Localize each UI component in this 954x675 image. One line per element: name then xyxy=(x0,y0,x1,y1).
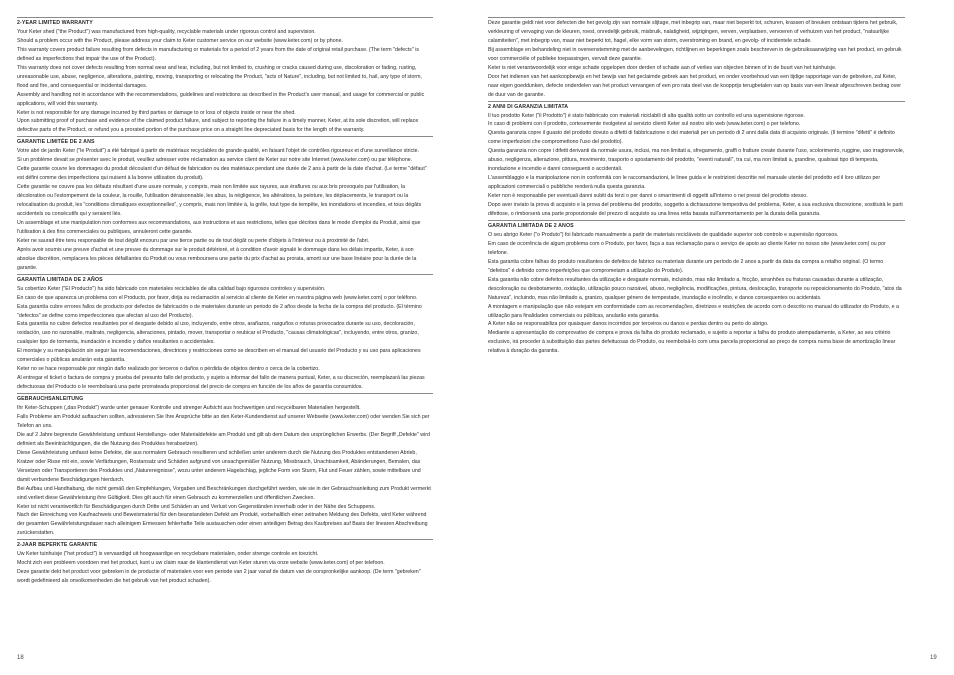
section-paragraph: Keter is not responsible for any damage incurred by third parties or damage to or loss of objects inside or near the shed. xyxy=(17,109,296,116)
section-paragraph: A Keter não se responsabiliza por quaisquer danos incorridos por terceiros ou danos e perdas dentro ou perto do abrigo. xyxy=(488,321,769,328)
section-title: 2-YEAR LIMITED WARRANTY xyxy=(17,20,93,26)
section-paragraph: Assembly and handling not in accordance with the recommendations, guidelines and restrictions as described in the Product's user manual, and usage for commercial or public applications, will void this warranty. xyxy=(17,91,425,107)
section-paragraph: Em caso de ocorrência de algum problema com o Produto, por favor, faça a sua reclamação para o serviço de apoio ao cliente Keter no nosso site (www.keter.com) ou por telefone. xyxy=(488,240,886,256)
section-paragraph: This warranty covers product failure resulting from defects in manufacturing or materials for a period of 2 years from the date of original retail purchase. (The term "defects" is defined as imperfections that impair the use of the Product). xyxy=(17,46,420,62)
section-title: GARANTIE LIMITÉE DE 2 ANS xyxy=(17,139,95,146)
section-paragraph: Mocht zich een probleem voordoen met het product, kunt u uw claim naar de klantendienst van Keter sturen via onze website (www.keter.com) of per telefoon. xyxy=(17,560,385,567)
section-paragraph: Esta garantía no cubre defectos resultantes por el desgaste debido al uso, incluyendo, entre otros, arañazos, rasguños o roturas provocados durante su uso, decoloración, oxidación, uso no razonable, maltrato, negligencia, alteraciones, pintado, mover, transportar o reubicar el Producto, "causas climatológicas", incluyendo, entre otros, granizo, cualquier tipo de tormenta, inundación e incendio y daños resultantes o accidentales. xyxy=(17,321,419,346)
section-title: GEBRAUCHSANLEITUNG xyxy=(17,396,84,403)
section-paragraph: Your Keter shed ("the Product") was manufactured from high-quality, recyclable materials under rigorous control and supervision. xyxy=(17,28,316,35)
warranty-section xyxy=(17,136,433,272)
section-paragraph: L'assemblaggio e la manipolazione non in conformità con le raccomandazioni, le linee guida e le restrizioni descritte nel manuale utente del prodotto ed il loro utilizzo per applicazioni commerciali o pubbliche renderà nulla questa garanzia. xyxy=(488,175,881,191)
warranty-section xyxy=(17,393,433,538)
section-paragraph: En caso de que aparezca un problema con el Producto, por favor, dirija su reclamación al servicio al cliente de Keter en nuestra página web (www.keter.com) o por teléfono. xyxy=(17,294,418,301)
section-paragraph: Su cobertizo Keter ("El Producto") ha sido fabricado con materiales reciclables de alta calidad bajo rigurosos controles y supervisión. xyxy=(17,285,326,292)
section-paragraph: Ihr Keter-Schuppen („das Produkt") wurde unter genauer Kontrolle und strenger Aufsicht aus hochwertigen und recycelbaren Materialien hergestellt. xyxy=(17,405,361,412)
section-paragraph: Keter ne saurait être tenu responsable de tout dégât encouru par une tierce partie ou de tout dégât ou perte d'objets à l'intérieur ou à proximité de l'abri. xyxy=(17,237,370,244)
section-paragraph: Si un problème devait se présenter avec le produit, veuillez adresser votre réclamation au service client de Keter sur notre site Internet (www.keter.com) ou par téléphone. xyxy=(17,157,413,164)
section-title: GARANTÍA LIMITADA DE 2 AÑOS xyxy=(17,276,103,283)
section-paragraph: Questa garanzia copre il guasto del prodotto dovuto a difetti di fabbricazione o dei materiali per un periodo di 2 anni dalla data di acquisto originale. (Il termine "difetti" è definito come imperfezioni che compromettono l'uso del prodotto). xyxy=(488,130,895,146)
section-paragraph: Diese Gewährleistung umfasst keine Defekte, die aus normalem Gebrauch resultieren und schließen unter anderem durch die Nutzung des Produktes entstandenen Abrieb, Kratzer oder Risse mit ein, sowie Verfärbungen, Rostansatz und Schäden aufgrund von unsachgemäßer Nutzung, Missbrauch, Unachtsamkeit, Abänderungen, Bemalen, das Versetzen oder Transportieren des Produktes und „Naturereignisse", wozu unter anderem Hagelschlag, jegliche Form von Sturm, Flut und Feuer zählen, sowie mittelbare und damit verbundene Beschädigungen hierdurch. xyxy=(17,449,421,483)
section-paragraph: Mediante a apresentação do comprovativo de compra e prova da falha do produto reclamado, e sujeito a reportar a falha do produto atempadamente, a Keter, ao seu critério exclusivo, irá proceder à substituição das partes defeituosas do Produto, ou reembolsá-lo com uma parcela proporcional ao preço de compra numa base de amortização linear relativa à duração da garantia. xyxy=(488,330,896,355)
section-paragraph: A montagem e manipulação que não estejam em conformidade com as recomendações, diretrizes e restrições de acordo com o descrito no manual do utilizador do Produto, e a utilização para finalidades comerciais ou públicas, anularão esta garantia. xyxy=(488,303,899,319)
section-paragraph: Cette garantie couvre les dommages du produit découlant d'un défaut de fabrication ou des matériaux pendant une durée de 2 ans à partir de la date d'achat. (Le terme "défaut" est défini comme des imperfections qui nuisent à la bonne utilisation du produit). xyxy=(17,166,427,182)
section-paragraph: Après avoir soumis une preuve d'achat et une preuve du dommage sur le produit détérioré, et à condition d'avoir signalé le dommage dans les délais impartis, Keter, à son absolue discrétion, remplacera les pièces défaillantes du Produit ou vous remboursera une partie du prix d'achat au prorata, amorti sur une base linéaire pour la durée de la garantie. xyxy=(17,246,417,271)
warranty-section xyxy=(17,539,433,586)
section-paragraph: Al entregar el ticket o factura de compra y prueba del presunto fallo del producto, y sujeto a informar del fallo de manera puntual, Keter, a su discreción, reemplazará las piezas defectuosas del Producto o le reembolsará una parte prorrateada proporcional del precio de compra en función de los años de garantía consumidos. xyxy=(17,375,425,391)
page-number-left: 18 xyxy=(17,655,24,661)
page-number-right: 19 xyxy=(930,655,937,661)
section-paragraph: El montaje y su manipulación sin seguir las recomendaciones, directrices y restricciones como se describen en el manual del usuario del Producto y su uso para aplicaciones comerciales o públicas anularán esta garantía. xyxy=(17,348,421,364)
section-paragraph: Upon submitting proof of purchase and evidence of the claimed product failure, and subject to reporting the failure in a timely manner, Keter, at its sole discretion, will replace defective parts of the Product, or refund you a prorated portion of the purchase price on a straight line depreciated basis for the length of the warranty. xyxy=(17,118,419,134)
section-paragraph: In caso di problemi con il prodotto, cortesemente rivolgetevi al servizio clienti Keter sul nostro sito web (www.keter.com) o per telefono. xyxy=(488,121,801,128)
section-paragraph: Keter non è responsabile per eventuali danni subiti da terzi o per danni o smarrimenti di oggetti all'interno o nei pressi del prodotto stesso. xyxy=(488,193,808,200)
section-paragraph: This warranty does not cover defects resulting from normal wear and tear, including, but not limited to, crushing or cracks caused during use, discoloration or fading, rusting, unreasonable use, abuse, negligence, alterations, painting, moving, transporting or relocating the Product, "acts of Nature", including, but not limited to, hail, any type of storm, flood and fire, and consequential or incidental damages. xyxy=(17,64,423,89)
warranty-section xyxy=(488,17,905,100)
section-paragraph: Cette garantie ne couvre pas les défauts résultant d'une usure normale, y compris, mais non limitée aux rayures, aux éraflures ou aux bris provoqués par l'utilisation, la décoloration ou l'estompement de la couleur, la rouille, l'utilisation déraisonnable, les abus, la négligence, les altérations, la peinture, les déplacements, le transport ou la relocalisation du produit, les "conditions climatiques exceptionnelles", y compris, mais non limitée à, la grêle, tout type de tempête, les inondations et incendies, et tous dégâts accidentels ou consécutifs qui y seraient liés. xyxy=(17,184,422,218)
section-paragraph: Esta garantía cubre errores fallos de producto por defectos de fabricación o de materiales durante un periodo de 2 años desde la fecha de la compra del producto. (El término "defectos" se define como imperfecciones que afectan al uso del Producto). xyxy=(17,303,422,319)
section-paragraph: Die auf 2 Jahre begrenzte Gewährleistung umfasst Herstellungs- oder Materialdefekte am Produkt und gilt ab dem Datum des ursprünglichen Erwerbs. (Der Begriff „Defekte" wird definiert als Beeinträchtigungen, die die Nutzung des Produktes herabsetzen). xyxy=(17,431,430,447)
section-paragraph: Door het indienen van het aankoopbewijs en het bewijs van het geclaimde gebrek aan het product, en onder voorbehoud van een tijdige rapportage van de gebreken, zal Keter, naar eigen goeddunken, defecte onderdelen van het product vervangen of een pro rata deel van de koopprijs terugbetalen van op basis van een lineair afgeschreven bedrag over de duur van de garantie. xyxy=(488,73,901,98)
warranty-section xyxy=(17,274,433,392)
section-title: 2 ANNI DI GARANZIA LIMITATA xyxy=(488,103,569,110)
section-paragraph: Votre abri de jardin Keter ("le Produit") a été fabriqué à partir de matériaux recyclables de grande qualité, en faisant l'objet de contrôles rigoureux et d'une surveillance stricte. xyxy=(17,148,420,155)
section-paragraph: Esta garantia cobre falhas do produto resultantes de defeitos de fabrico ou materiais durante um período de 2 anos a partir da data da compra a retalho original. (O termo "defeitos" é definido como imperfeições que comprometam a utilização do Produto). xyxy=(488,258,884,274)
section-paragraph: Esta garantia não cobre defeitos resultantes da utilização e desgaste normais, incluindo, mas não limitado a, fricção, arranhões ou fraturas causadas durante a utilização, descoloração ou desbotamento, oxidação, utilização pouco razoável, abuso, negligência, modificações, pintura, deslocação, transporte ou reposicionamento do Produto, "atos da Natureza", incluindo, mas não limitado a, granizo, qualquer género de tempestade, inundação e incêndio, e danos consequentes ou acidentais. xyxy=(488,276,902,301)
section-paragraph: Un assemblage et une manipulation non conformes aux recommandations, aux instructions et aux restrictions, telles que décrites dans le mode d'emploi du Produit, ainsi que l'utilisation à des fins commerciales ou publiques, annuleront cette garantie. xyxy=(17,219,421,235)
section-paragraph: Deze garantie geldt niet voor defecten die het gevolg zijn van normale slijtage, met inbegrip van, maar niet beperkt tot, schuren, krassen of breuken ontstaan tijdens het gebruik, verkleuring of vervaging van de kleuren, roest, onredelijk gebruik, misbruik, nalatigheid, wijzigingen, verven, verplaatsen, vervoeren of verhuizen van het product, "natuurlijke calamiteiten", met inbegrip van, maar niet beperkt tot, hagel, elke vorm van storm, overstroming en brand, en gevolg- of incidentele schade. xyxy=(488,20,898,44)
warranty-section xyxy=(488,101,905,219)
section-title: GARANTIA LIMITADA DE 2 ANOS xyxy=(488,222,574,229)
section-paragraph: Nach der Einreichung von Kaufnachweis und Beweismaterial für den beanstandeten Defekt am Produkt, vorbehaltlich einer zeitnahen Meldung des Defekts, wird Keter während der gesamten Gewährleistungsdauer nach alleinigem Ermessen fehlerhafte Teile austauschen oder einen anteiligen Betrag des Kaufpreises auf Basis der linearen Abschreibung zurückerstatten. xyxy=(17,512,428,537)
section-paragraph: Keter is niet verantwoordelijk voor enige schade opgelopen door derden of schade aan of verlies van objecten binnen of in de buurt van het tuinhuisje. xyxy=(488,64,837,71)
section-paragraph: Questa garanzia non copre i difetti derivanti da normale usura, inclusi, ma non limitati a, sfregamento, graffi o fratture create durante l'uso, scolorimento, ruggine, uso irragionevole, abuso, negligenza, alterazione, pittura, movimento, trasporto o spostamento del prodotto, "eventi naturali", tra cui, ma non limitati a, grandine, qualsiasi tipo di tempesta, inondazione e incendio e danni conseguenti o accidentali. xyxy=(488,148,905,173)
warranty-section xyxy=(17,17,433,135)
left-column xyxy=(17,17,433,587)
section-paragraph: Uw Keter tuinhuisje ("het product") is vervaardigd uit hoogwaardige en recyclebare materialen, onder strenge controle en toezicht. xyxy=(17,551,319,558)
section-paragraph: Keter no se hace responsable por ningún daño realizado por terceros o daños o pérdida de objetos dentro o cerca de la cobertizo. xyxy=(17,366,320,373)
section-paragraph: Il tuo prodotto Keter ("il Prodotto") è stato fabbricato con materiali riciclabili di alta qualità sotto un controllo ed una supervisione rigorose. xyxy=(488,112,805,119)
section-paragraph: Bij assemblage en behandeling niet in overeenstemming met de aanbevelingen, richtlijnen en beperkingen zoals beschreven in de gebruiksaanwijzing van het product, en gebruik voor commerciële of publieke toepassingen, vervalt deze garantie. xyxy=(488,46,902,62)
section-paragraph: Bei Aufbau und Handhabung, die nicht gemäß den Empfehlungen, Vorgaben und Beschränkungen durchgeführt werden, wie sie in der Gebrauchsanleitung zum Produkt vermerkt sind verliert diese Gewährleistung ihre Gültigkeit. Dies gilt auch für einen Gebrauch zu kommerziellen und öffentlichen Zwecken. xyxy=(17,485,431,501)
section-paragraph: Should a problem occur with the Product, please address your claim to Keter customer service on our website (www.keter.com) or by phone. xyxy=(17,37,343,44)
warranty-section xyxy=(488,220,905,356)
section-paragraph: Dopo aver inviato la prova di acquisto e la prova del problema del prodotto, soggetto a dichiarazione tempestiva del problema, Keter, a sua esclusiva discrezione, sostituirà le parti difettose, o rimborserà una parte proporzionale del prezzo di acquisto su una linea retta basata sull'ammortamento per la durata della garanzia. xyxy=(488,202,903,218)
section-paragraph: O seu abrigo Keter ("o Produto") foi fabricado manualmente a partir de materiais recicláveis de qualidade superior sob controlo e supervisão rigorosos. xyxy=(488,231,839,238)
section-title: 2-JAAR BEPERKTE GARANTIE xyxy=(17,542,98,549)
section-paragraph: Falls Probleme am Produkt auftauchen sollten, adressieren Sie Ihre Ansprüche bitte an den Keter-Kundendienst auf unserer Webseite (www.keter.com) oder wenden Sie sich per Telefon an uns. xyxy=(17,413,430,429)
right-column xyxy=(488,17,905,357)
section-paragraph: Keter ist nicht verantwortlich für Beschädigungen durch Dritte und Schäden an und Verlust von Gegenständen innerhalb oder in der Nähe des Schuppens. xyxy=(17,503,376,510)
section-paragraph: Deze garantie dekt het product voor gebreken in de productie of materialen voor een periode van 2 jaar vanaf de datum van de oorspronkelijke aankoop. (De term "gebreken" wordt gedefinieerd als onvolkomenheden die het gebruik van het product schaden). xyxy=(17,569,421,585)
